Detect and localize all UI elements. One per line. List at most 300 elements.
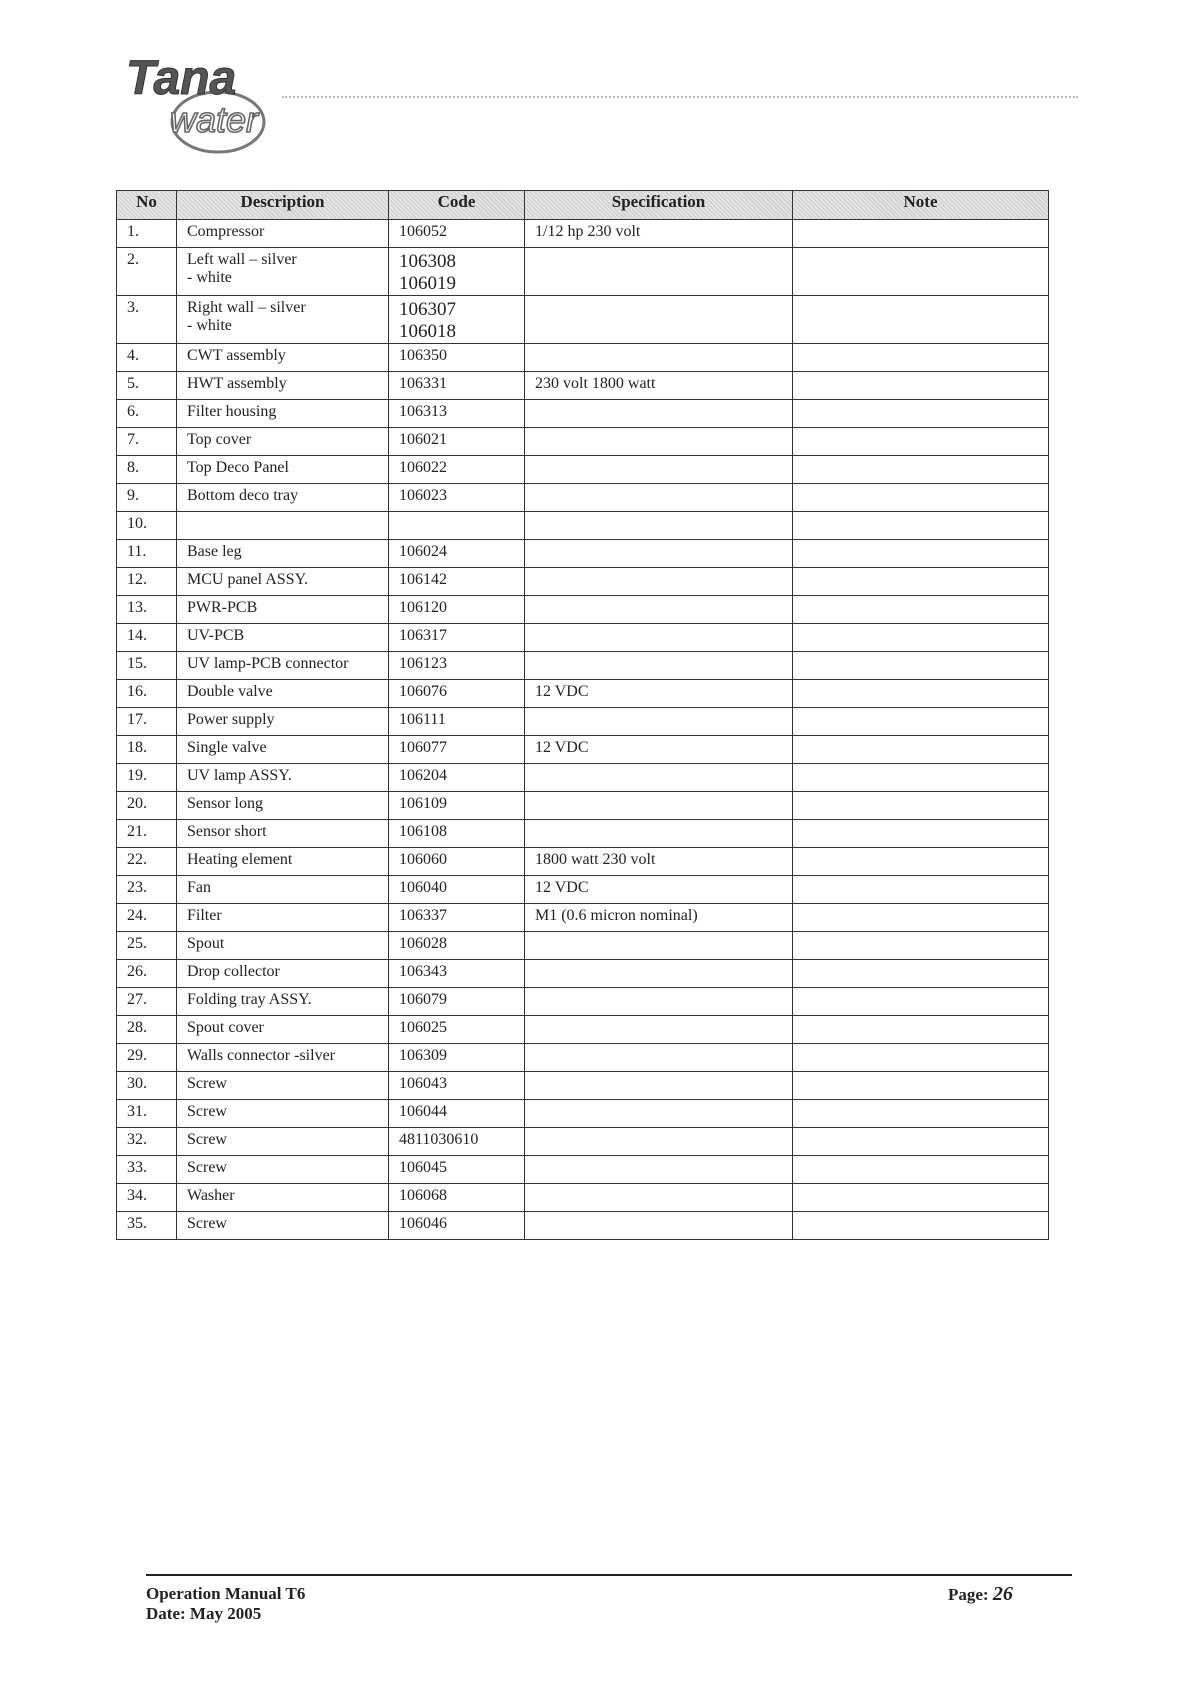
description-line: Screw <box>187 1215 227 1232</box>
code-line: 106028 <box>399 935 447 952</box>
cell-note <box>793 1128 1049 1156</box>
footer-left <box>146 1584 305 1624</box>
code-line: 106024 <box>399 543 447 560</box>
cell-specification <box>525 1128 793 1156</box>
cell-description <box>177 904 389 932</box>
cell-note <box>793 904 1049 932</box>
cell-description <box>177 1100 389 1128</box>
header-note: Note <box>793 191 1049 220</box>
code-line: 106018 <box>399 321 456 342</box>
code-line: 106022 <box>399 459 447 476</box>
cell-note <box>793 344 1049 372</box>
cell-description <box>177 932 389 960</box>
cell-specification <box>525 400 793 428</box>
cell-code <box>389 960 525 988</box>
svg-text:Tana: Tana <box>126 52 237 105</box>
table-row <box>117 764 1049 792</box>
cell-note <box>793 988 1049 1016</box>
code-line: 106313 <box>399 403 447 420</box>
cell-description <box>177 484 389 512</box>
cell-specification <box>525 820 793 848</box>
cell-specification <box>525 1072 793 1100</box>
cell-specification <box>525 248 793 296</box>
table-row <box>117 428 1049 456</box>
cell-no: 28. <box>117 1016 177 1044</box>
table-row <box>117 904 1049 932</box>
description-line: Screw <box>187 1075 227 1092</box>
cell-description <box>177 512 389 540</box>
cell-note <box>793 932 1049 960</box>
cell-specification <box>525 960 793 988</box>
cell-no: 29. <box>117 1044 177 1072</box>
cell-specification: 12 VDC <box>525 736 793 764</box>
cell-note <box>793 540 1049 568</box>
cell-description <box>177 848 389 876</box>
cell-no: 11. <box>117 540 177 568</box>
code-line: 106343 <box>399 963 447 980</box>
cell-specification <box>525 1212 793 1240</box>
cell-description <box>177 456 389 484</box>
description-line: PWR-PCB <box>187 599 258 616</box>
cell-description <box>177 1016 389 1044</box>
description-line: UV lamp-PCB connector <box>187 655 349 672</box>
footer-rule <box>146 1574 1072 1576</box>
code-line: 106308 <box>399 251 456 272</box>
code-line: 106060 <box>399 851 447 868</box>
cell-no: 5. <box>117 372 177 400</box>
table-row <box>117 344 1049 372</box>
description-line: Folding tray ASSY. <box>187 991 312 1008</box>
code-line: 106044 <box>399 1103 447 1120</box>
table-row <box>117 456 1049 484</box>
cell-no: 14. <box>117 624 177 652</box>
cell-note <box>793 484 1049 512</box>
cell-description <box>177 1212 389 1240</box>
cell-no: 1. <box>117 220 177 248</box>
cell-no: 30. <box>117 1072 177 1100</box>
header-rule <box>282 96 1078 98</box>
cell-no: 13. <box>117 596 177 624</box>
cell-no: 24. <box>117 904 177 932</box>
table-row <box>117 1016 1049 1044</box>
cell-specification: 12 VDC <box>525 876 793 904</box>
description-line: - white <box>187 317 232 334</box>
code-line: 106025 <box>399 1019 447 1036</box>
cell-no: 17. <box>117 708 177 736</box>
code-line: 106337 <box>399 907 447 924</box>
header-specification: Specification <box>525 191 793 220</box>
cell-no: 21. <box>117 820 177 848</box>
cell-specification <box>525 1100 793 1128</box>
cell-note <box>793 220 1049 248</box>
description-line: Single valve <box>187 739 267 756</box>
cell-note <box>793 624 1049 652</box>
cell-specification <box>525 512 793 540</box>
cell-description <box>177 220 389 248</box>
cell-code <box>389 1016 525 1044</box>
cell-description <box>177 876 389 904</box>
cell-no: 3. <box>117 296 177 344</box>
cell-no: 32. <box>117 1128 177 1156</box>
cell-note <box>793 820 1049 848</box>
table-row <box>117 568 1049 596</box>
code-line: 106108 <box>399 823 447 840</box>
cell-specification <box>525 568 793 596</box>
cell-description <box>177 248 389 296</box>
table-header-row <box>117 191 1049 220</box>
cell-specification <box>525 540 793 568</box>
description-line: Screw <box>187 1103 227 1120</box>
description-line: Filter housing <box>187 403 277 420</box>
cell-code <box>389 1128 525 1156</box>
code-line: 106052 <box>399 223 447 240</box>
cell-no: 35. <box>117 1212 177 1240</box>
cell-code <box>389 344 525 372</box>
description-line: CWT assembly <box>187 347 286 364</box>
cell-description <box>177 960 389 988</box>
cell-description <box>177 372 389 400</box>
cell-description <box>177 1156 389 1184</box>
cell-note <box>793 428 1049 456</box>
tana-water-logo <box>120 48 280 160</box>
cell-specification: 12 VDC <box>525 680 793 708</box>
cell-description <box>177 1072 389 1100</box>
cell-specification <box>525 296 793 344</box>
table-row <box>117 512 1049 540</box>
cell-specification <box>525 596 793 624</box>
code-line: 106019 <box>399 273 456 294</box>
footer-manual-title: Operation Manual T6 <box>146 1584 306 1603</box>
code-line: 4811030610 <box>399 1131 479 1148</box>
cell-no: 20. <box>117 792 177 820</box>
cell-code <box>389 736 525 764</box>
cell-code <box>389 248 525 296</box>
description-line: Washer <box>187 1187 235 1204</box>
code-line: 106040 <box>399 879 447 896</box>
cell-no: 25. <box>117 932 177 960</box>
footer-page-number: 26 <box>992 1583 1013 1605</box>
cell-specification <box>525 456 793 484</box>
cell-specification <box>525 1044 793 1072</box>
cell-description <box>177 652 389 680</box>
cell-code <box>389 820 525 848</box>
code-line: 106109 <box>399 795 447 812</box>
cell-note <box>793 248 1049 296</box>
parts-table <box>116 190 1049 1240</box>
description-line: Sensor short <box>187 823 267 840</box>
cell-note <box>793 456 1049 484</box>
cell-description <box>177 344 389 372</box>
cell-note <box>793 680 1049 708</box>
cell-no: 8. <box>117 456 177 484</box>
cell-note <box>793 652 1049 680</box>
description-line: Power supply <box>187 711 275 728</box>
cell-code <box>389 932 525 960</box>
description-line: Fan <box>187 879 211 896</box>
cell-note <box>793 960 1049 988</box>
cell-code <box>389 596 525 624</box>
cell-note <box>793 848 1049 876</box>
cell-note <box>793 1044 1049 1072</box>
cell-specification <box>525 428 793 456</box>
cell-description <box>177 1184 389 1212</box>
cell-specification: M1 (0.6 micron nominal) <box>525 904 793 932</box>
table-row <box>117 220 1049 248</box>
code-line: 106077 <box>399 739 447 756</box>
cell-note <box>793 1184 1049 1212</box>
description-line: Screw <box>187 1131 227 1148</box>
cell-code <box>389 764 525 792</box>
cell-code <box>389 708 525 736</box>
code-line: 106076 <box>399 683 447 700</box>
header-no: No <box>117 191 177 220</box>
footer-page <box>948 1584 1013 1605</box>
cell-specification <box>525 652 793 680</box>
description-line: Top Deco Panel <box>187 459 289 476</box>
cell-description <box>177 1128 389 1156</box>
cell-note <box>793 764 1049 792</box>
description-line: Top cover <box>187 431 252 448</box>
cell-code <box>389 988 525 1016</box>
cell-description <box>177 568 389 596</box>
code-line: 106111 <box>399 711 446 728</box>
cell-note <box>793 708 1049 736</box>
description-line: Filter <box>187 907 222 924</box>
cell-specification <box>525 792 793 820</box>
description-line: Heating element <box>187 851 293 868</box>
description-line: Drop collector <box>187 963 280 980</box>
cell-code <box>389 512 525 540</box>
description-line: Screw <box>187 1159 227 1176</box>
cell-code <box>389 680 525 708</box>
cell-description <box>177 1044 389 1072</box>
description-line: HWT assembly <box>187 375 287 392</box>
description-line: Walls connector -silver <box>187 1047 335 1064</box>
cell-note <box>793 596 1049 624</box>
footer-page-label: Page: <box>948 1585 989 1604</box>
svg-text:water: water <box>170 99 259 140</box>
table-row <box>117 484 1049 512</box>
cell-code <box>389 1184 525 1212</box>
code-line: 106079 <box>399 991 447 1008</box>
table-row <box>117 960 1049 988</box>
code-line: 106043 <box>399 1075 447 1092</box>
table-row <box>117 248 1049 296</box>
cell-code <box>389 1100 525 1128</box>
cell-code <box>389 220 525 248</box>
cell-code <box>389 1212 525 1240</box>
header-description: Description <box>177 191 389 220</box>
cell-specification <box>525 764 793 792</box>
cell-code <box>389 428 525 456</box>
description-line: Spout <box>187 935 225 952</box>
cell-note <box>793 1100 1049 1128</box>
cell-specification <box>525 1156 793 1184</box>
footer-date: Date: May 2005 <box>146 1604 262 1623</box>
code-line: 106045 <box>399 1159 447 1176</box>
cell-description <box>177 736 389 764</box>
cell-specification <box>525 1016 793 1044</box>
cell-description <box>177 596 389 624</box>
code-line: 106317 <box>399 627 447 644</box>
cell-specification <box>525 988 793 1016</box>
cell-note <box>793 876 1049 904</box>
parts-table-body <box>117 220 1049 1240</box>
description-line: Double valve <box>187 683 273 700</box>
cell-no: 12. <box>117 568 177 596</box>
table-row <box>117 1156 1049 1184</box>
code-line: 106123 <box>399 655 447 672</box>
code-line: 106046 <box>399 1215 447 1232</box>
cell-description <box>177 624 389 652</box>
cell-description <box>177 540 389 568</box>
cell-no: 19. <box>117 764 177 792</box>
cell-no: 27. <box>117 988 177 1016</box>
description-line: Sensor long <box>187 795 263 812</box>
cell-description <box>177 820 389 848</box>
cell-code <box>389 456 525 484</box>
cell-no: 2. <box>117 248 177 296</box>
cell-description <box>177 792 389 820</box>
cell-no: 4. <box>117 344 177 372</box>
table-row <box>117 932 1049 960</box>
cell-note <box>793 736 1049 764</box>
cell-code <box>389 792 525 820</box>
description-line: UV lamp ASSY. <box>187 767 292 784</box>
cell-no: 23. <box>117 876 177 904</box>
table-row <box>117 540 1049 568</box>
cell-no: 9. <box>117 484 177 512</box>
cell-note <box>793 1016 1049 1044</box>
cell-specification <box>525 932 793 960</box>
cell-no: 15. <box>117 652 177 680</box>
cell-note <box>793 1212 1049 1240</box>
description-line: Base leg <box>187 543 242 560</box>
description-line: - white <box>187 269 232 286</box>
description-line: MCU panel ASSY. <box>187 571 309 588</box>
description-line: Spout cover <box>187 1019 264 1036</box>
cell-code <box>389 876 525 904</box>
table-row <box>117 296 1049 344</box>
cell-code <box>389 1072 525 1100</box>
cell-code <box>389 624 525 652</box>
table-row <box>117 708 1049 736</box>
description-line: UV-PCB <box>187 627 245 644</box>
header-code: Code <box>389 191 525 220</box>
cell-note <box>793 296 1049 344</box>
table-row <box>117 400 1049 428</box>
cell-description <box>177 764 389 792</box>
code-line: 106309 <box>399 1047 447 1064</box>
table-row <box>117 820 1049 848</box>
table-row <box>117 736 1049 764</box>
cell-no: 6. <box>117 400 177 428</box>
cell-specification: 1/12 hp 230 volt <box>525 220 793 248</box>
cell-note <box>793 512 1049 540</box>
cell-code <box>389 848 525 876</box>
cell-no: 18. <box>117 736 177 764</box>
code-line: 106204 <box>399 767 447 784</box>
table-row <box>117 988 1049 1016</box>
cell-note <box>793 400 1049 428</box>
cell-code <box>389 296 525 344</box>
code-line: 106142 <box>399 571 447 588</box>
code-line: 106331 <box>399 375 447 392</box>
description-line: Bottom deco tray <box>187 487 299 504</box>
cell-code <box>389 484 525 512</box>
cell-code <box>389 1044 525 1072</box>
cell-note <box>793 372 1049 400</box>
table-row <box>117 1128 1049 1156</box>
cell-code <box>389 652 525 680</box>
table-row <box>117 792 1049 820</box>
cell-code <box>389 1156 525 1184</box>
cell-specification <box>525 344 793 372</box>
cell-no: 7. <box>117 428 177 456</box>
cell-code <box>389 400 525 428</box>
cell-note <box>793 792 1049 820</box>
cell-code <box>389 904 525 932</box>
cell-no: 31. <box>117 1100 177 1128</box>
cell-note <box>793 1072 1049 1100</box>
code-line: 106021 <box>399 431 447 448</box>
cell-note <box>793 568 1049 596</box>
cell-no: 10. <box>117 512 177 540</box>
code-line: 106307 <box>399 299 456 320</box>
code-line: 106350 <box>399 347 447 364</box>
table-row <box>117 876 1049 904</box>
cell-no: 34. <box>117 1184 177 1212</box>
code-line: 106023 <box>399 487 447 504</box>
cell-specification <box>525 484 793 512</box>
description-line: Left wall – silver <box>187 251 297 268</box>
cell-description <box>177 428 389 456</box>
table-row <box>117 1184 1049 1212</box>
cell-no: 16. <box>117 680 177 708</box>
description-line: Right wall – silver <box>187 299 306 316</box>
cell-description <box>177 988 389 1016</box>
cell-description <box>177 400 389 428</box>
cell-specification: 1800 watt 230 volt <box>525 848 793 876</box>
cell-note <box>793 1156 1049 1184</box>
cell-specification <box>525 1184 793 1212</box>
cell-description <box>177 708 389 736</box>
cell-description <box>177 680 389 708</box>
cell-no: 22. <box>117 848 177 876</box>
cell-code <box>389 372 525 400</box>
table-row <box>117 680 1049 708</box>
table-row <box>117 596 1049 624</box>
table-row <box>117 624 1049 652</box>
table-row <box>117 848 1049 876</box>
table-row <box>117 372 1049 400</box>
cell-no: 26. <box>117 960 177 988</box>
cell-description <box>177 296 389 344</box>
table-row <box>117 1072 1049 1100</box>
code-line: 106068 <box>399 1187 447 1204</box>
cell-specification <box>525 708 793 736</box>
table-row <box>117 1100 1049 1128</box>
code-line: 106120 <box>399 599 447 616</box>
cell-specification <box>525 624 793 652</box>
table-row <box>117 1044 1049 1072</box>
cell-specification: 230 volt 1800 watt <box>525 372 793 400</box>
cell-code <box>389 540 525 568</box>
table-row <box>117 652 1049 680</box>
cell-code <box>389 568 525 596</box>
cell-no: 33. <box>117 1156 177 1184</box>
description-line: Compressor <box>187 223 265 240</box>
